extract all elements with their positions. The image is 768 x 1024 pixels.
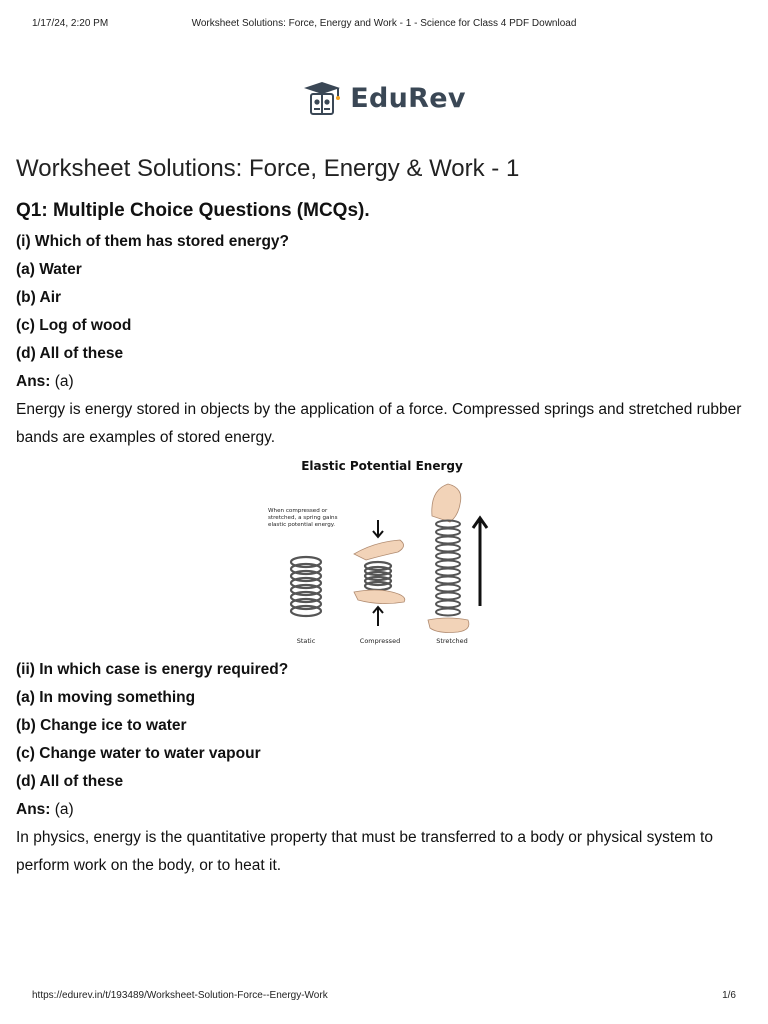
hand-top-icon (432, 484, 461, 522)
figure-note: When compressed or (268, 508, 328, 514)
hand-bottom-icon (428, 618, 469, 633)
page-number: 1/6 (722, 990, 736, 1001)
answer-label: Ans: (16, 373, 51, 390)
answer-label: Ans: (16, 801, 51, 818)
section-heading: Q1: Multiple Choice Questions (MCQs). (16, 200, 370, 221)
logo-text: EduRev (350, 82, 466, 114)
question-text: (i) Which of them has stored energy? (16, 233, 289, 250)
hand-top-icon (354, 540, 404, 560)
question-block (16, 228, 756, 452)
arrow-up-icon (373, 607, 383, 626)
question-text: (ii) In which case is energy required? (16, 661, 289, 678)
figure-label-stretched: Stretched (436, 637, 468, 645)
option: (d) All of these (16, 773, 124, 790)
compressed-spring (354, 520, 405, 626)
option: (b) Air (16, 289, 62, 306)
print-footer (32, 990, 736, 1004)
static-spring (291, 557, 321, 616)
figure-note: elastic potential energy. (268, 522, 336, 528)
document-title: Worksheet Solutions: Force, Energy & Work - 1 (16, 155, 520, 182)
answer-line (16, 368, 756, 396)
print-header (32, 18, 736, 32)
answer-value: (a) (54, 801, 74, 818)
arrow-down-icon (373, 520, 383, 537)
option: (b) Change ice to water (16, 717, 187, 734)
hand-bottom-icon (354, 590, 405, 604)
stretched-spring (428, 484, 487, 633)
print-page-title: Worksheet Solutions: Force, Energy and Work - 1 - Science for Class 4 PDF Download (191, 18, 577, 29)
edurev-logo[interactable] (0, 76, 768, 120)
elastic-energy-figure (262, 456, 508, 646)
option: (c) Log of wood (16, 317, 132, 334)
print-datetime: 1/17/24, 2:20 PM (32, 18, 109, 29)
figure-illustration (262, 456, 508, 646)
answer-line (16, 796, 756, 824)
question-block (16, 656, 756, 880)
explanation: In physics, energy is the quantitative property that must be transferred to a body or physical system to perform work on the body, or to heat it. (16, 829, 713, 874)
option: (a) Water (16, 261, 82, 278)
figure-note: stretched, a spring gains (268, 515, 338, 521)
option: (c) Change water to water vapour (16, 745, 261, 762)
explanation: Energy is energy stored in objects by the application of a force. Compressed springs and stretched rubber bands are examples of stored energy. (16, 401, 742, 446)
option: (a) In moving something (16, 689, 196, 706)
print-url[interactable]: https://edurev.in/t/193489/Worksheet-Solution-Force--Energy-Work (32, 990, 328, 1001)
arrow-up-icon (473, 518, 487, 606)
graduate-book-icon (302, 80, 342, 116)
figure-title: Elastic Potential Energy (301, 459, 463, 473)
figure-label-compressed: Compressed (359, 637, 401, 645)
answer-value: (a) (54, 373, 74, 390)
option: (d) All of these (16, 345, 124, 362)
figure-label-static: Static (296, 637, 316, 645)
